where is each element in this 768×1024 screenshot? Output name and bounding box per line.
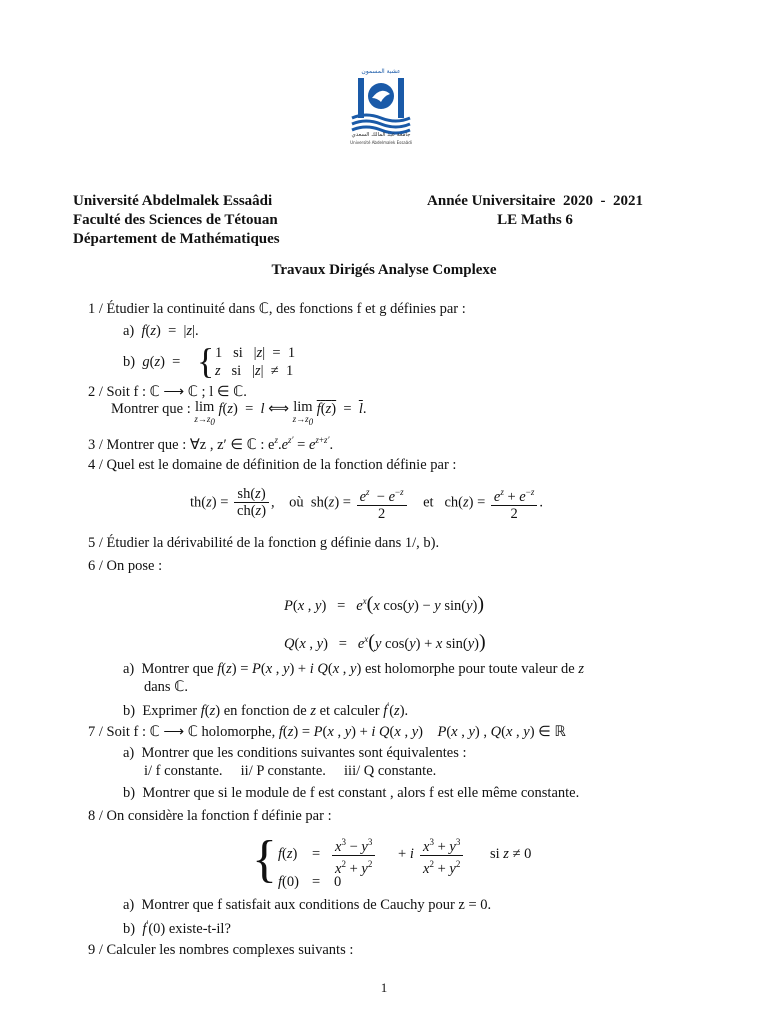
exercise-4 bbox=[88, 457, 456, 474]
exercise-8-number: 8 / bbox=[88, 808, 103, 824]
header-left bbox=[73, 192, 280, 249]
word-ou: où bbox=[289, 494, 304, 511]
exercise-8-system: { f(z) = $\frac{x^3 - y^3}{x^2 + y^2}$ + i $\frac{x^3 + y^3}{x^2 + y^2}$ si z ≠ 0 f(0) = 0 bbox=[252, 831, 532, 890]
exercise-6-P: P(x , $y) = e^x(x$ cos(y) − y sin(y)) bbox=[284, 593, 485, 615]
exercise-7-text: Soit f : ℂ ⟶ ℂ holomorphe, bbox=[106, 724, 276, 740]
exercise-9-number: 9 / bbox=[88, 942, 103, 958]
exercise-8-text: On considère la fonction f définie par : bbox=[106, 808, 332, 824]
exercise-1-text: Étudier la continuité dans ℂ, des fonctions f et g définies par : bbox=[106, 301, 466, 317]
exercise-6b-text: en fonction de bbox=[223, 702, 307, 719]
exercise-6a: a) Montrer que f(z) = P(x , y) + i Q(x , y) est holomorphe pour toute valeur de z bbox=[123, 661, 585, 677]
page-title: Travaux Dirigés Analyse Complexe bbox=[271, 262, 497, 278]
exercise-7b-text: Montrer que si le module de f est constant , alors f est elle même constante. bbox=[142, 785, 580, 801]
exercise-3-number: 3 / bbox=[88, 436, 103, 453]
academic-year: Année Universitaire 2020 - 2021 bbox=[427, 193, 643, 209]
exercise-6-number: 6 / bbox=[88, 558, 103, 574]
university-logo bbox=[346, 68, 416, 148]
exercise-8b-text: (0) existe-t-il? bbox=[148, 920, 231, 937]
exercise-3: 3 / Montrer que : ∀z , z′ ∈ ℂ : $e^z.e^{z'} = e^{z+z'}$. bbox=[88, 435, 334, 453]
word-exprimer: Exprimer bbox=[142, 702, 198, 719]
logo-latin-bottom: Université Abdelmalek Essaâdi bbox=[350, 140, 412, 145]
exercise-7a-item-2: ii/ P constante. bbox=[240, 763, 326, 779]
exercise-7a: a) Montrer que les conditions suivantes sont équivalentes : bbox=[123, 745, 467, 761]
logo-emblem bbox=[346, 76, 416, 136]
exercise-6-Q: Q(x , $y) = e^x(y$ cos(y) + x sin(y)) bbox=[284, 631, 486, 653]
exercise-9-text: Calculer les nombres complexes suivants : bbox=[106, 942, 354, 958]
exercise-2 bbox=[88, 384, 247, 401]
exercise-6b: b) Exprimer f(z) en fonction de z et calculer f′(z). bbox=[123, 701, 409, 719]
exercise-7a-item-3: iii/ Q constante. bbox=[344, 763, 437, 779]
exercise-6a-cont: dans ℂ. bbox=[144, 679, 188, 695]
faculty-name: Faculté des Sciences de Tétouan bbox=[73, 212, 278, 228]
word-si-2: si bbox=[231, 363, 242, 379]
exercise-5-number: 5 / bbox=[88, 535, 103, 551]
exercise-3-text: Montrer que : ∀z , z′ ∈ ℂ : e bbox=[106, 436, 275, 453]
word-si-1: si bbox=[233, 345, 243, 361]
header-right bbox=[410, 192, 660, 230]
exercise-1 bbox=[88, 301, 466, 318]
exercise-2-text: Soit f : ℂ ⟶ ℂ ; l ∈ ℂ. bbox=[106, 384, 247, 400]
word-et: et bbox=[423, 494, 434, 511]
word-montrer-que-6a: Montrer que bbox=[141, 661, 214, 677]
exercise-5 bbox=[88, 535, 439, 552]
exercise-4-text: Quel est le domaine de définition de la fonction définie par : bbox=[106, 457, 457, 473]
exercise-9 bbox=[88, 942, 353, 959]
word-et-calculer: et calculer bbox=[319, 702, 380, 719]
exercise-7a-items bbox=[144, 763, 436, 780]
exercise-7a-item-1: i/ f constante. bbox=[144, 763, 223, 779]
logo-arabic-bottom: جامعة عبد المالك السعدي bbox=[351, 132, 411, 138]
exercise-8a-text: Montrer que f satisfait aux conditions de Cauchy pour z = 0. bbox=[141, 897, 492, 913]
exercise-1-number: 1 / bbox=[88, 301, 103, 317]
logo-arabic-top: عشبة المسمون bbox=[361, 68, 401, 75]
exercise-8 bbox=[88, 808, 332, 825]
exercise-8a: a) Montrer que f satisfait aux conditions de Cauchy pour z = 0. bbox=[123, 897, 492, 913]
exercise-1a: a) f(z) = |z|. bbox=[123, 323, 199, 339]
exercise-2-number: 2 / bbox=[88, 384, 103, 400]
exercise-4-number: 4 / bbox=[88, 457, 103, 473]
exercise-8b: b) f′(0) existe-t-il? bbox=[123, 919, 231, 937]
page-number: 1 bbox=[380, 980, 388, 995]
exercise-7-number: 7 / bbox=[88, 724, 103, 740]
exercise-4-formula: th(z) = $\frac{sh(z)}{ch(z)}$ , où sh(z) = $\frac{e^z - e^{-z}}{2}$ et ch(z) = $\frac{e^z + e^{-z}}{2}$ . bbox=[190, 484, 543, 522]
exercise-7a-text: Montrer que les conditions suivantes sont équivalentes : bbox=[141, 745, 467, 761]
exercise-6 bbox=[88, 558, 162, 575]
exercise-2-statement: Montrer que : lim $z\to z_0$ f(z) = l ⟺ lim $z\to z_0$ $f(z) = \overline{l}$. bbox=[111, 399, 367, 427]
exercise-7b: b) Montrer que si le module de f est constant , alors f est elle même constante. bbox=[123, 785, 580, 801]
word-si-3: si bbox=[490, 846, 500, 862]
course-code: LE Maths 6 bbox=[497, 212, 573, 228]
exercise-2-text2: Montrer que : bbox=[111, 401, 191, 417]
exercise-6-text: On pose : bbox=[106, 558, 163, 574]
university-name: Université Abdelmalek Essaâdi bbox=[73, 193, 273, 209]
exercise-7: 7 / Soit f : ℂ ⟶ ℂ holomorphe, f(z) = P(x , y) + i Q(x , y) P(x , y) , Q(x , y) ∈ ℝ bbox=[88, 724, 566, 740]
department-name: Département de Mathématiques bbox=[73, 231, 280, 247]
exercise-6a-line1: est holomorphe pour toute valeur de bbox=[364, 661, 575, 677]
exercise-5-text: Étudier la dérivabilité de la fonction g définie dans 1/, b). bbox=[106, 535, 440, 551]
